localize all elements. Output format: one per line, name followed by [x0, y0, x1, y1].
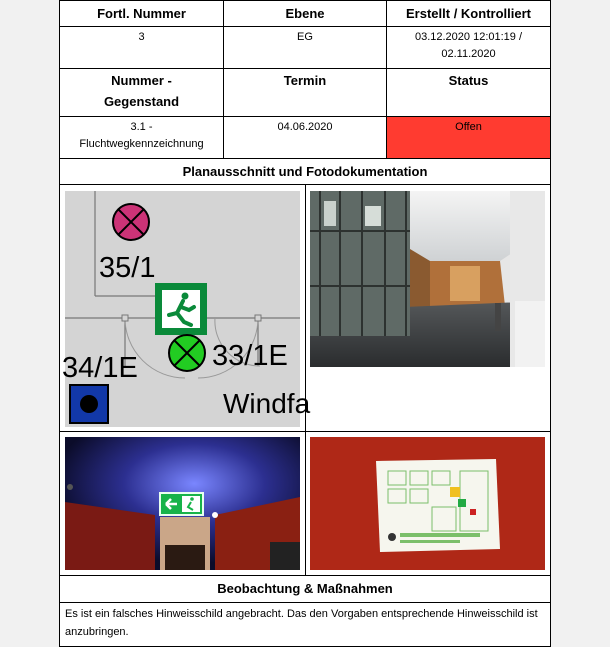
header-item — [59, 68, 224, 117]
detector-icon — [70, 385, 108, 423]
header-status: Status — [386, 68, 551, 117]
notes-section-title: Beobachtung & Maßnahmen — [59, 575, 551, 603]
lamp-icon-35-1 — [113, 204, 149, 240]
plan-label-33-1e: 33/1E — [212, 340, 288, 372]
record-level: EG — [223, 26, 387, 69]
plan-label-windfang: Windfa — [223, 388, 311, 419]
lamp-icon-33-1e — [169, 335, 205, 371]
exit-sign-photo — [65, 437, 300, 570]
status-badge: Offen — [386, 116, 551, 159]
checked-date: 02.11.2020 — [441, 48, 496, 60]
exit-sign-lit-icon — [159, 492, 204, 516]
evac-map-icon — [376, 459, 500, 552]
item-number-line2: Fluchtwegkennzeichnung — [79, 138, 204, 150]
notes-text: Es ist ein falsches Hinweisschild angebracht. Das den Vorgaben entsprechende Hinweisschild ist anzubringen. — [59, 602, 551, 647]
photos-section-title: Planausschnitt und Fotodokumentation — [59, 158, 551, 185]
evacuation-plan-photo — [310, 437, 545, 570]
header-item-line2: Gegenstand — [103, 94, 180, 109]
plan-label-34-1e: 34/1E — [62, 352, 138, 384]
header-item-line1: Nummer - — [111, 73, 172, 88]
corridor-photo — [310, 191, 545, 367]
record-number: 3 — [59, 26, 224, 69]
report-sheet — [59, 0, 551, 647]
header-level: Ebene — [223, 0, 387, 27]
exit-sign-icon — [155, 283, 207, 335]
record-created — [386, 26, 551, 69]
header-created: Erstellt / Kontrolliert — [386, 0, 551, 27]
item-number — [59, 116, 224, 159]
header-deadline: Termin — [223, 68, 387, 117]
plan-label-35-1: 35/1 — [99, 252, 156, 284]
created-date: 03.12.2020 12:01:19 / — [414, 31, 523, 43]
header-number: Fortl. Nummer — [59, 0, 224, 27]
item-deadline: 04.06.2020 — [223, 116, 387, 159]
item-number-line1: 3.1 - — [130, 121, 153, 133]
floor-plan-excerpt — [62, 191, 311, 427]
